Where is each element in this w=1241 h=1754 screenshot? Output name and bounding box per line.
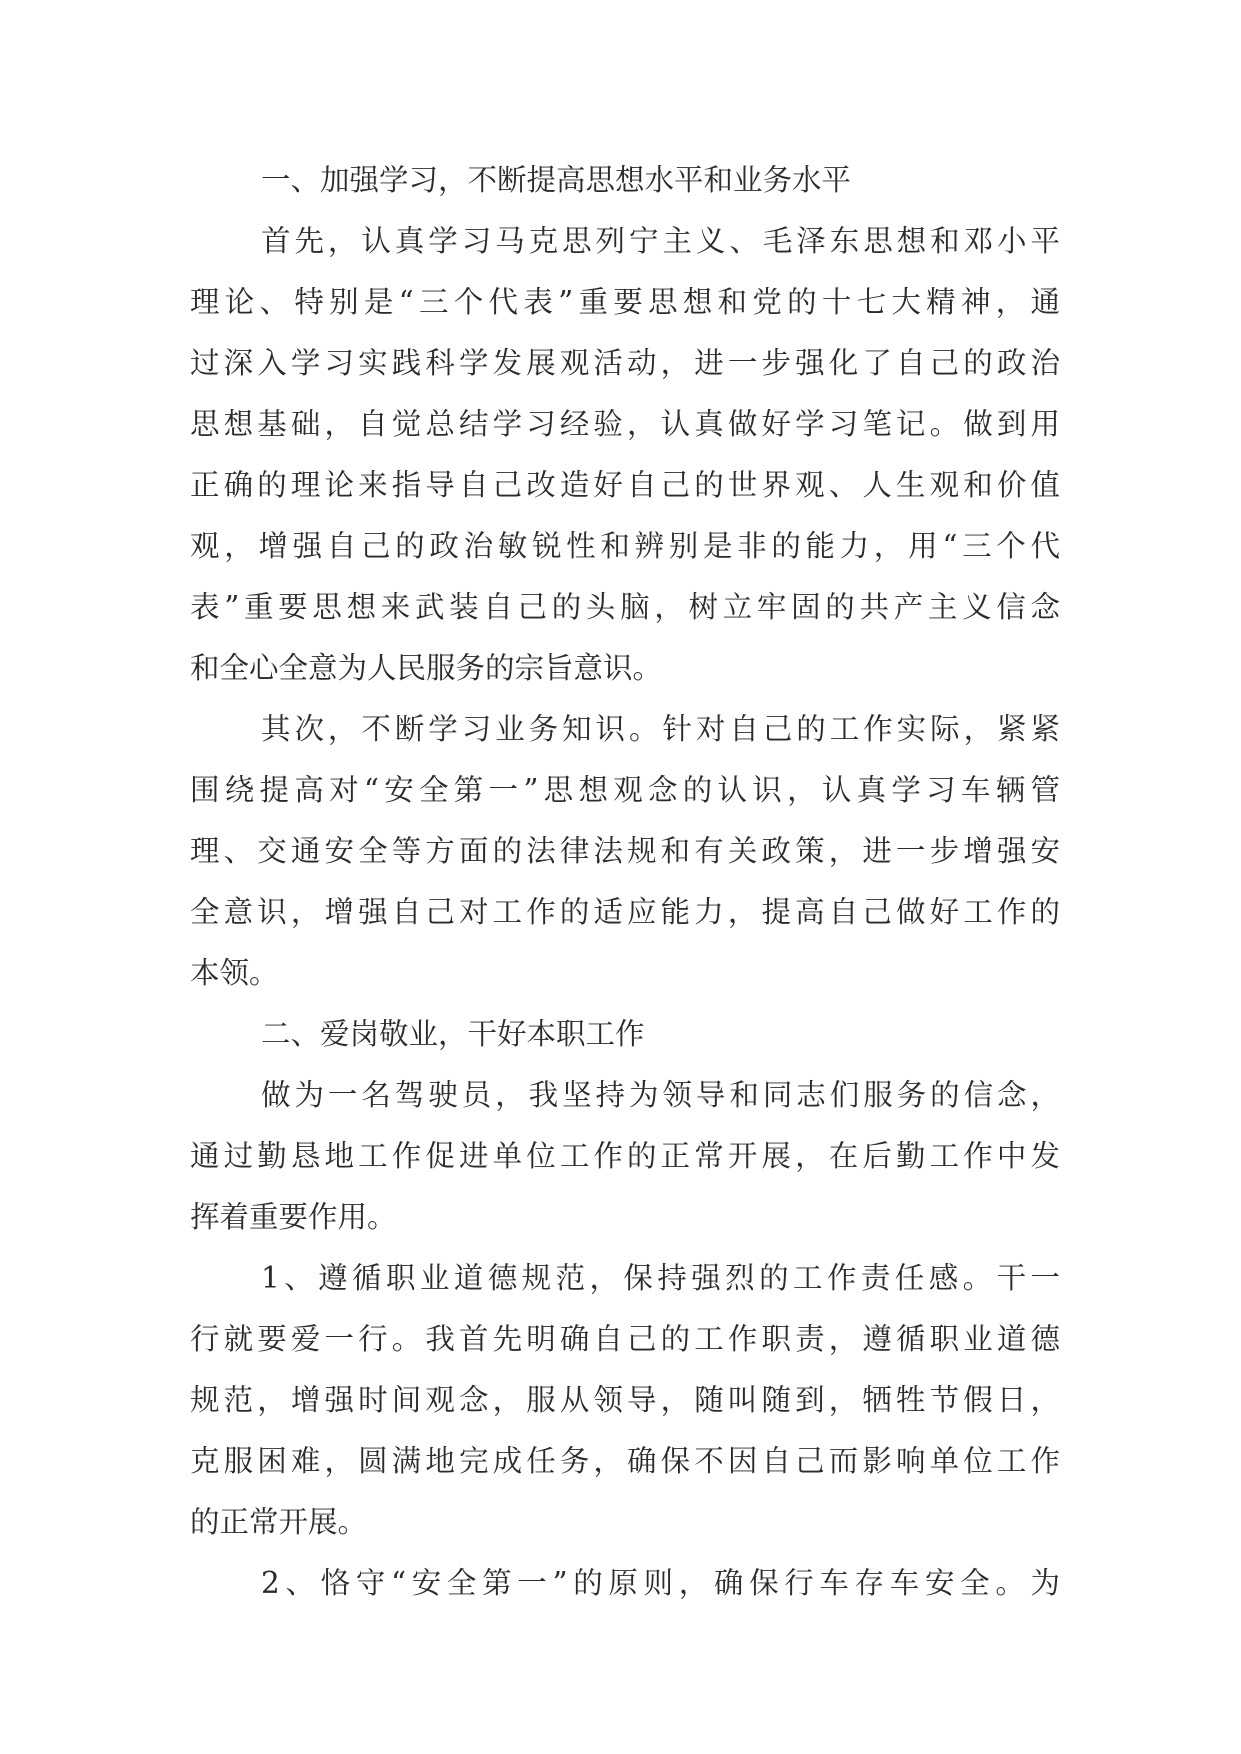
text-line: 二、爱岗敬业，干好本职工作 — [261, 1017, 645, 1051]
text-line: 做为一名驾驶员，我坚持为领导和同志们服务的信念， — [261, 1078, 1060, 1112]
text-line: 正确的理论来指导自己改造好自己的世界观、人生观和价值 — [190, 468, 1060, 502]
text-line: 首先，认真学习马克思列宁主义、毛泽东思想和邓小平 — [261, 224, 1060, 258]
text-line: 行就要爱一行。我首先明确自己的工作职责，遵循职业道德 — [190, 1322, 1060, 1356]
text-line: 通过勤恳地工作促进单位工作的正常开展，在后勤工作中发 — [190, 1139, 1060, 1173]
text-line: 2、恪守“安全第一”的原则，确保行车存车安全。为 — [261, 1566, 1060, 1600]
text-line: 过深入学习实践科学发展观活动，进一步强化了自己的政治 — [190, 346, 1060, 380]
text-line: 挥着重要作用。 — [190, 1200, 397, 1234]
text-line: 一、加强学习，不断提高思想水平和业务水平 — [261, 163, 852, 197]
text-line: 表”重要思想来武装自己的头脑，树立牢固的共产主义信念 — [190, 590, 1060, 624]
text-line: 克服困难，圆满地完成任务，确保不因自己而影响单位工作 — [190, 1444, 1060, 1478]
text-line: 的正常开展。 — [190, 1505, 368, 1539]
text-line: 和全心全意为人民服务的宗旨意识。 — [190, 651, 663, 685]
text-line: 围绕提高对“安全第一”思想观念的认识，认真学习车辆管 — [190, 773, 1060, 807]
text-line: 1、遵循职业道德规范，保持强烈的工作责任感。干一 — [261, 1261, 1060, 1295]
document-body — [190, 150, 1060, 1614]
text-line: 全意识，增强自己对工作的适应能力，提高自己做好工作的 — [190, 895, 1060, 929]
text-line: 其次，不断学习业务知识。针对自己的工作实际，紧紧 — [261, 712, 1060, 746]
text-line: 思想基础，自觉总结学习经验，认真做好学习笔记。做到用 — [190, 407, 1060, 441]
text-line: 理论、特别是“三个代表”重要思想和党的十七大精神，通 — [190, 285, 1060, 319]
text-line: 观，增强自己的政治敏锐性和辨别是非的能力，用“三个代 — [190, 529, 1060, 563]
text-line: 理、交通安全等方面的法律法规和有关政策，进一步增强安 — [190, 834, 1060, 868]
text-line: 本领。 — [190, 956, 279, 990]
text-line: 规范，增强时间观念，服从领导，随叫随到，牺牲节假日， — [190, 1383, 1060, 1417]
